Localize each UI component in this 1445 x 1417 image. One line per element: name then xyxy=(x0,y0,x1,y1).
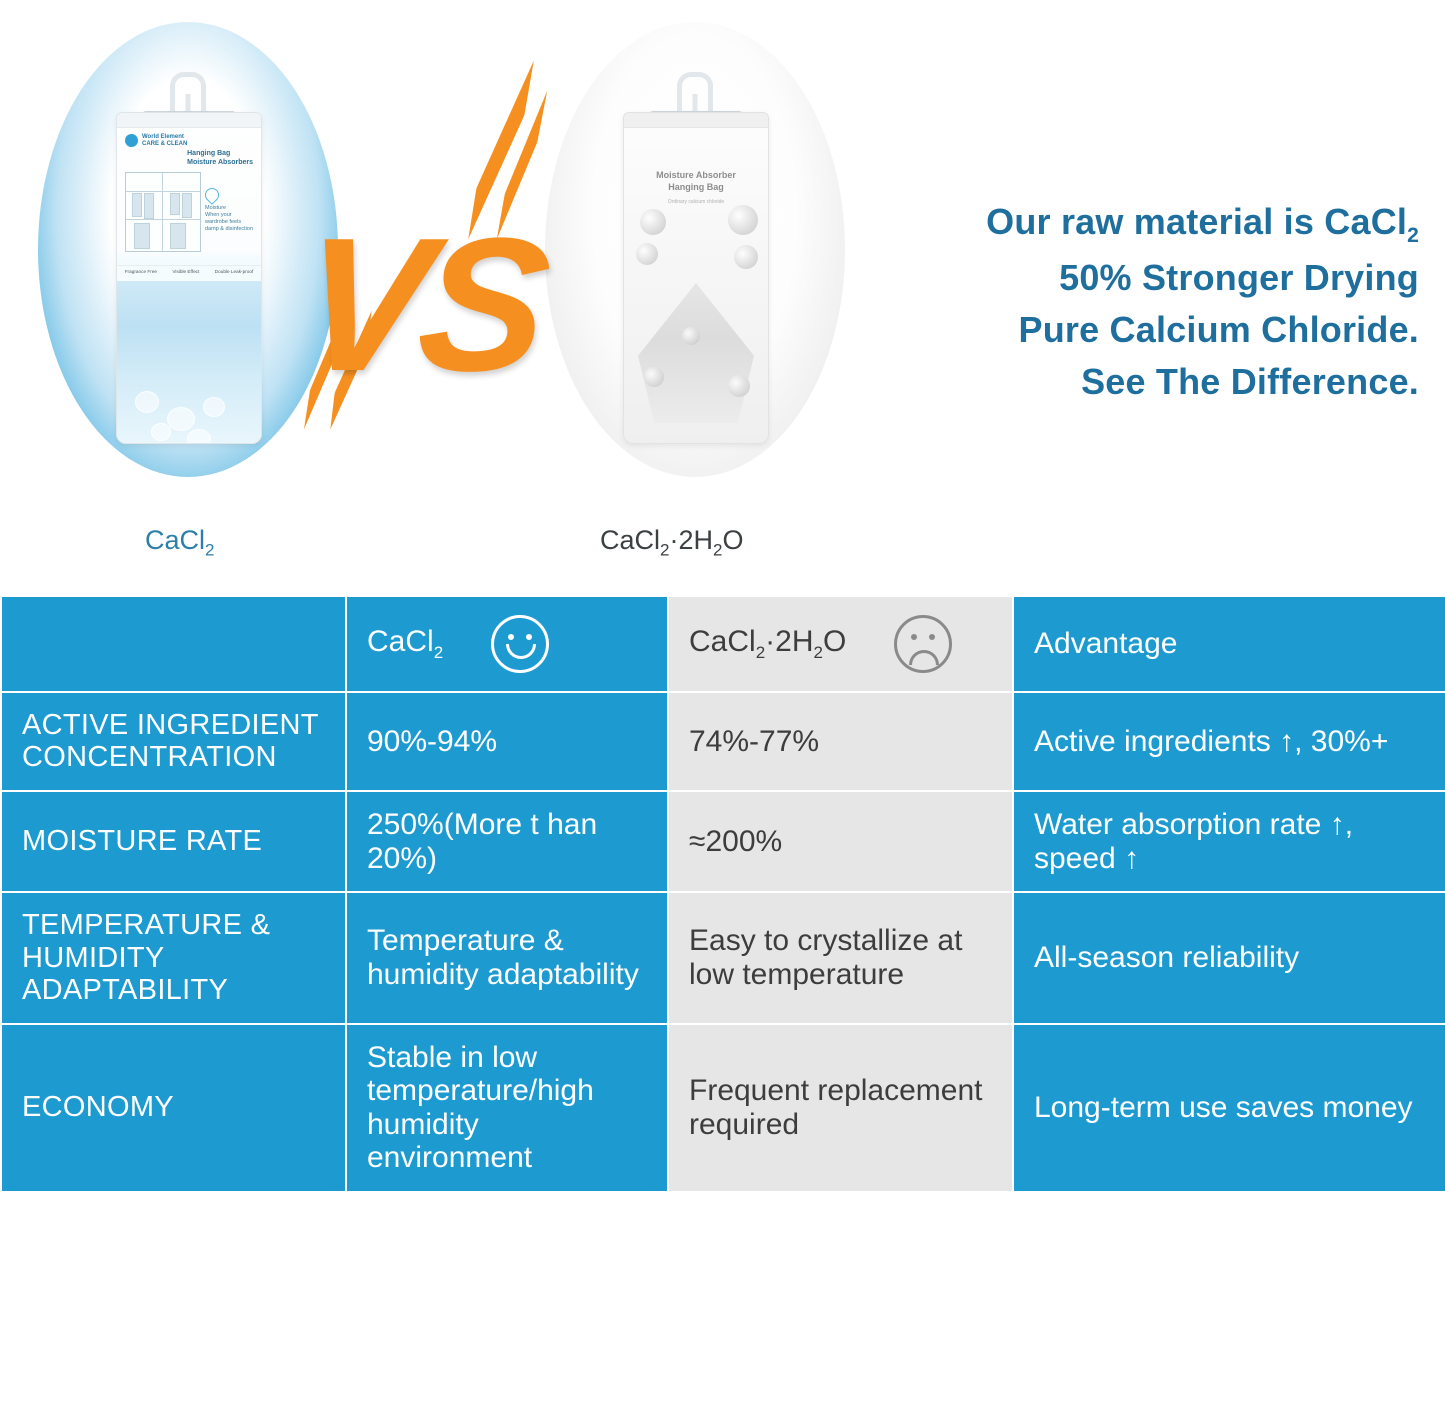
caption-theirs: $CaCl_2\cdot 2H_2O$ xyxy=(600,525,744,560)
row-ours-temperature-humidity: Temperature & humidity adaptability xyxy=(346,892,668,1023)
art-caption-3: damp & disinfection xyxy=(205,226,253,233)
headline xyxy=(799,196,1419,408)
headline-line-4: See The Difference. xyxy=(1081,361,1419,402)
headline-line-2: 50% Stronger Drying xyxy=(1059,256,1419,298)
header-advantage: Advantage xyxy=(1013,596,1445,692)
art-caption-2: When your wardrobe feels xyxy=(205,212,242,226)
header-ours xyxy=(346,596,668,692)
row-theirs-moisture-rate: ≈200% xyxy=(668,791,1013,892)
table-row xyxy=(1,892,1445,1023)
package-feature-row xyxy=(117,265,261,274)
row-label-active-ingredient: ACTIVE INGREDIENT CONCENTRATION xyxy=(1,692,346,791)
row-label-moisture-rate: MOISTURE RATE xyxy=(1,791,346,892)
crystal-icon xyxy=(728,205,758,235)
caption-ours: CaCl$_2$ xyxy=(145,525,215,560)
absorbed-liquid xyxy=(117,281,261,443)
comparison-table xyxy=(0,595,1445,1193)
competitor-title: Moisture Absorber Hanging Bag xyxy=(656,170,736,193)
crystal-icon xyxy=(640,209,666,235)
brand-tagline: CARE & CLEAN xyxy=(142,140,188,147)
product-package-ours xyxy=(108,72,268,450)
brand-name: World Element xyxy=(142,134,184,140)
table-row xyxy=(1,791,1445,892)
moisture-illustration xyxy=(205,188,253,246)
vs-label: VS xyxy=(290,199,551,411)
crystal-icon xyxy=(734,245,758,269)
header-ours-label: CaCl$_2$ xyxy=(367,625,444,663)
headline-line-3: Pure Calcium Chloride. xyxy=(1018,308,1419,350)
crystal-icon xyxy=(682,327,700,345)
row-advantage-economy: Long-term use saves money xyxy=(1013,1024,1445,1192)
row-theirs-economy: Frequent replacement required xyxy=(668,1024,1013,1192)
closet-illustration xyxy=(125,172,201,252)
crystal-icon xyxy=(728,375,750,397)
package-bag-theirs xyxy=(623,112,769,444)
row-label-economy: ECONOMY xyxy=(1,1024,346,1192)
feature-3: Double Leak-proof xyxy=(214,269,254,274)
header-theirs-label: $CaCl_2\cdot 2H_2O$ xyxy=(689,625,847,663)
header-blank xyxy=(1,596,346,692)
row-theirs-active-ingredient: 74%-77% xyxy=(668,692,1013,791)
comparison-hero xyxy=(0,0,1445,595)
crystal-icon xyxy=(644,367,664,387)
brand-logo xyxy=(125,134,253,148)
headline-line-1: Our raw material is CaCl$_2$ xyxy=(986,201,1419,248)
row-theirs-temperature-humidity: Easy to crystallize at low temperature xyxy=(668,892,1013,1023)
table-header-row xyxy=(1,596,1445,692)
row-advantage-temperature-humidity: All-season reliability xyxy=(1013,892,1445,1023)
headline-subscript: 2 xyxy=(1407,224,1419,248)
package-bag-ours xyxy=(116,112,262,444)
competitor-subtitle: Ordinary calcium chloride xyxy=(667,199,725,205)
header-theirs xyxy=(668,596,1013,692)
feature-2: Visible Effect xyxy=(172,269,200,274)
table-row xyxy=(1,1024,1445,1192)
smiley-sad-icon xyxy=(894,615,952,673)
row-advantage-moisture-rate: Water absorption rate ↑, speed ↑ xyxy=(1013,791,1445,892)
feature-1: Fragrance Free xyxy=(124,269,157,274)
smiley-happy-icon xyxy=(491,615,549,673)
art-caption-1: Moisture xyxy=(205,205,227,211)
row-ours-active-ingredient: 90%-94% xyxy=(346,692,668,791)
crystal-icon xyxy=(636,243,658,265)
product-package-theirs xyxy=(615,72,775,450)
water-drop-icon xyxy=(202,185,222,205)
row-label-temperature-humidity: TEMPERATURE & HUMIDITY ADAPTABILITY xyxy=(1,892,346,1023)
crystallized-mass xyxy=(638,283,754,423)
row-ours-moisture-rate: 250%(More t han 20%) xyxy=(346,791,668,892)
versus-graphic xyxy=(290,60,560,460)
row-ours-economy: Stable in low temperature/high humidity environment xyxy=(346,1024,668,1192)
row-advantage-active-ingredient: Active ingredients ↑, 30%+ xyxy=(1013,692,1445,791)
package-product-title: Hanging Bag Moisture Absorbers xyxy=(187,150,253,166)
brand-dot-icon xyxy=(125,134,138,147)
table-row xyxy=(1,692,1445,791)
